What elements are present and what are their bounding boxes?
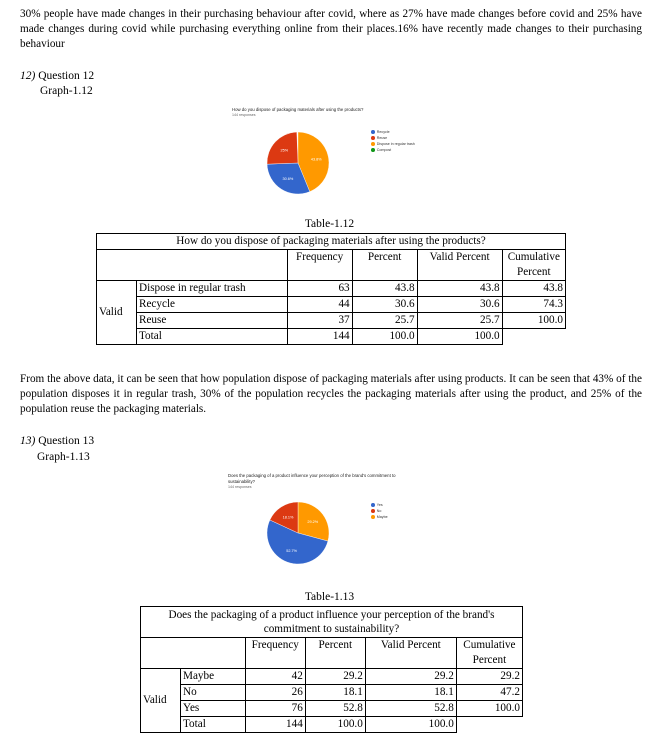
chart-legend — [371, 502, 388, 520]
cell-frequency: 44 — [287, 297, 352, 313]
cell-cumulative: 74.3 — [502, 297, 565, 313]
pie-slice-label: 43.8% — [310, 157, 322, 162]
question-13-heading — [20, 434, 94, 449]
table-header-row — [97, 250, 566, 266]
table-row — [141, 669, 523, 685]
legend-item-compost — [371, 147, 415, 153]
cell-valid-percent: 52.8 — [365, 701, 456, 717]
header-blank — [97, 250, 288, 281]
cell-valid-percent: 100.0 — [417, 329, 502, 345]
cell-frequency: 76 — [245, 701, 305, 717]
intro-paragraph: 30% people have made changes in their purchasing behaviour after covid, where as 27% have made changes before covid and 25% have made changes during covid while purchasing everything online from their places.16% have recently made changes to their purchasing behaviour — [20, 8, 642, 50]
table-row — [97, 297, 566, 313]
legend-label: Recycle — [376, 130, 390, 134]
graph-label: Graph-1.12 — [40, 85, 93, 97]
cell-percent: 52.8 — [305, 701, 365, 717]
pie-slice-label: 29.2% — [307, 519, 319, 524]
header-frequency: Frequency — [245, 638, 305, 669]
cell-percent: 29.2 — [305, 669, 365, 685]
pie-svg — [265, 130, 331, 196]
row-label: Dispose in regular trash — [137, 281, 288, 297]
cell-cumulative: 43.8 — [502, 281, 565, 297]
cell-cumulative-empty — [456, 717, 522, 733]
header-blank — [141, 638, 246, 669]
header-valid-percent: Valid Percent — [365, 638, 456, 669]
table-row — [141, 685, 523, 701]
chart-legend — [371, 129, 415, 153]
row-label: Yes — [181, 701, 246, 717]
row-label: No — [181, 685, 246, 701]
chart-title: How do you dispose of packaging materials after using the products? — [232, 107, 364, 112]
cell-valid-percent: 29.2 — [365, 669, 456, 685]
cell-frequency: 144 — [287, 329, 352, 345]
legend-dot — [371, 148, 375, 152]
legend-dot — [371, 130, 375, 134]
header-frequency: Frequency — [287, 250, 352, 281]
cell-frequency: 37 — [287, 313, 352, 329]
question-label: Question 13 — [38, 435, 95, 447]
table-caption-line-2: commitment to sustainability? — [263, 623, 400, 635]
cell-frequency: 144 — [245, 717, 305, 733]
question-number: 13) — [20, 435, 36, 447]
header-valid-percent: Valid Percent — [417, 250, 502, 281]
question-12-heading — [20, 69, 94, 84]
pie-svg — [265, 500, 331, 566]
cell-valid-percent: 18.1 — [365, 685, 456, 701]
table-label: Table-1.13 — [304, 591, 355, 603]
frequency-table-13 — [140, 606, 523, 733]
legend-dot — [371, 503, 375, 507]
legend-label: Yes — [376, 503, 383, 507]
cell-valid-percent: 25.7 — [417, 313, 502, 329]
cell-valid-percent: 100.0 — [365, 717, 456, 733]
cell-percent: 100.0 — [352, 329, 417, 345]
table-header-row — [141, 638, 523, 654]
header-percent: Percent — [352, 250, 417, 281]
pie-slice-label: 25% — [280, 148, 289, 153]
cell-valid-percent: 43.8 — [417, 281, 502, 297]
table-caption — [141, 607, 523, 638]
pie-slice-label: 52.7% — [286, 548, 298, 553]
pie-slice-label: 18.1% — [282, 515, 294, 520]
cell-cumulative: 47.2 — [456, 685, 522, 701]
table-caption-row — [97, 234, 566, 250]
group-label: Valid — [141, 669, 181, 733]
cell-percent: 25.7 — [352, 313, 417, 329]
legend-label: Dispose in regular trash — [376, 142, 415, 146]
legend-label: Reuse — [376, 136, 388, 140]
cell-cumulative: 29.2 — [456, 669, 522, 685]
pie-chart-13 — [225, 470, 435, 570]
pie-chart-12 — [225, 104, 435, 204]
analysis-paragraph: From the above data, it can be seen that how population dispose of packaging materials after using products. It can be seen that 43% of the population disposes it in regular trash, 30% of the population recycles the packaging materials after using the product, and 25% of the population reuse the packaging materials. — [20, 373, 642, 415]
header-cumulative: Cumulative — [502, 250, 565, 266]
question-number: 12) — [20, 70, 36, 82]
row-label: Recycle — [137, 297, 288, 313]
cell-percent: 18.1 — [305, 685, 365, 701]
table-row-total — [141, 717, 523, 733]
table-label: Table-1.12 — [304, 218, 355, 230]
legend-dot — [371, 515, 375, 519]
legend-dot — [371, 509, 375, 513]
header-cumulative-percent: Percent — [502, 265, 565, 281]
chart-responses: 144 responses — [232, 113, 256, 117]
question-label: Question 12 — [38, 70, 95, 82]
chart-title-line-2: sustainability? — [228, 479, 255, 484]
table-row — [97, 313, 566, 329]
graph-label: Graph-1.13 — [37, 451, 90, 463]
group-label: Valid — [97, 281, 137, 345]
cell-percent: 43.8 — [352, 281, 417, 297]
table-row-total — [97, 329, 566, 345]
cell-frequency: 63 — [287, 281, 352, 297]
cell-cumulative: 100.0 — [502, 313, 565, 329]
legend-dot — [371, 142, 375, 146]
cell-frequency: 42 — [245, 669, 305, 685]
header-percent: Percent — [305, 638, 365, 669]
legend-label: No — [376, 509, 382, 513]
row-label: Maybe — [181, 669, 246, 685]
cell-cumulative: 100.0 — [456, 701, 522, 717]
header-cumulative-percent: Percent — [456, 653, 522, 669]
cell-percent: 30.6 — [352, 297, 417, 313]
table-caption-line-1: Does the packaging of a product influence your perception of the brand's — [168, 609, 495, 621]
legend-item-maybe — [371, 514, 388, 520]
frequency-table-12 — [96, 233, 566, 345]
cell-frequency: 26 — [245, 685, 305, 701]
pie-slice-label: 30.6% — [282, 176, 294, 181]
cell-cumulative-empty — [502, 329, 565, 345]
table-caption: How do you dispose of packaging materials after using the products? — [97, 234, 566, 250]
chart-title-line-1: Does the packaging of a product influence your perception of the brand's commitment to — [228, 473, 396, 478]
row-label: Reuse — [137, 313, 288, 329]
cell-percent: 100.0 — [305, 717, 365, 733]
table-row — [141, 701, 523, 717]
header-cumulative: Cumulative — [456, 638, 522, 654]
table-row — [97, 281, 566, 297]
chart-responses: 144 responses — [228, 485, 252, 489]
legend-label: Compost — [376, 148, 392, 152]
legend-label: Maybe — [376, 515, 388, 519]
legend-dot — [371, 136, 375, 140]
row-label: Total — [137, 329, 288, 345]
row-label: Total — [181, 717, 246, 733]
cell-valid-percent: 30.6 — [417, 297, 502, 313]
table-caption-row — [141, 607, 523, 638]
